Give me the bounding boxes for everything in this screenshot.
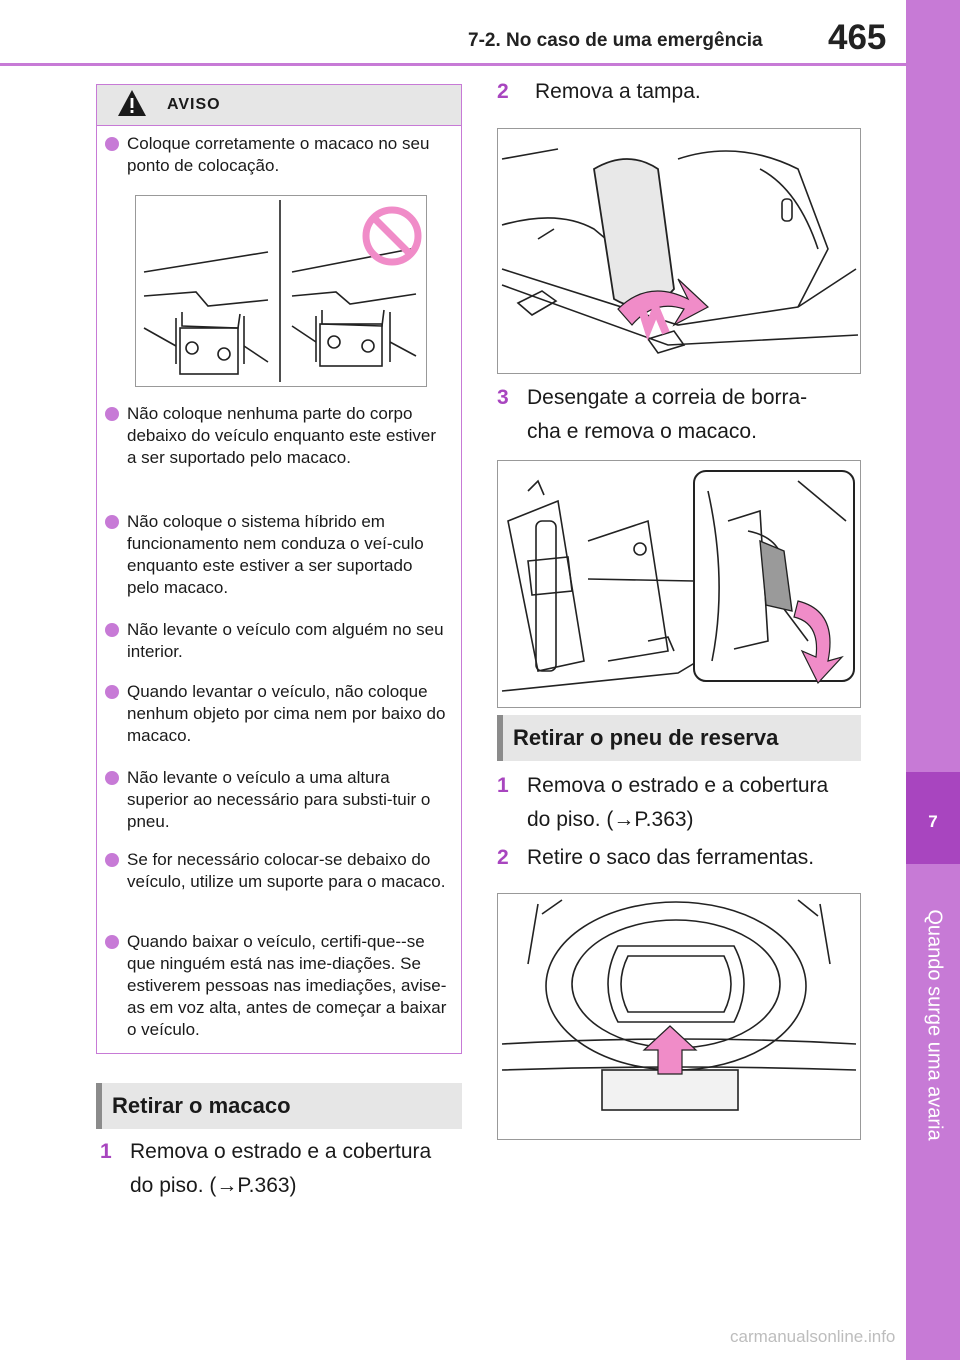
warning-bullet: Não coloque nenhuma parte do corpo debaixo do veículo enquanto este estiver a ser suportado pelo macaco.: [105, 403, 449, 469]
page-header: [0, 0, 906, 66]
warning-bullet: Não levante o veículo a uma altura superior ao necessário para substi-tuir o pneu.: [105, 767, 449, 833]
chapter-side-tab: [906, 0, 960, 1360]
bullet-dot-icon: [105, 407, 119, 421]
bullet-dot-icon: [105, 685, 119, 699]
warning-header: [97, 85, 461, 126]
warning-bullet: Quando levantar o veículo, não coloque nenhum objeto por cima nem por baixo do macaco.: [105, 681, 449, 747]
section-heading-jack: Retirar o macaco: [96, 1083, 462, 1129]
page-number: 465: [828, 18, 887, 57]
prohibited-icon: [366, 210, 418, 262]
section-title: 7-2. No caso de uma emergência: [468, 30, 763, 51]
warning-bullet: Não coloque o sistema híbrido em funcionamento nem conduza o veí-culo enquanto este estiver a ser suportado pelo macaco.: [105, 511, 449, 599]
warning-bullet: Quando baixar o veículo, certifi-que--se que ninguém está nas ime-diações. Se estiverem pessoas nas imediações, avise-as em voz alta, antes de começar a baixar o veículo.: [105, 931, 449, 1041]
cover-removal-drawing: [498, 129, 860, 373]
chapter-label: Quando surge uma avaria: [923, 909, 946, 1141]
warning-title: AVISO: [167, 96, 221, 113]
bullet-dot-icon: [105, 853, 119, 867]
warning-bullet: Se for necessário colocar-se debaixo do veículo, utilize um suporte para o macaco.: [105, 849, 449, 893]
warning-bullet: Coloque corretamente o macaco no seu ponto de colocação.: [105, 133, 449, 177]
bullet-dot-icon: [105, 515, 119, 529]
warning-box: [96, 84, 462, 1054]
tool-bag-drawing: [498, 894, 860, 1139]
tool-bag-illustration: [497, 893, 861, 1140]
bullet-dot-icon: [105, 623, 119, 637]
warning-triangle-icon: [117, 89, 147, 117]
cover-removal-illustration: [497, 128, 861, 374]
jack-strap-drawing: [498, 461, 860, 707]
chapter-number: 7: [928, 812, 938, 831]
watermark: carmanualsonline.info: [730, 1327, 896, 1346]
jack-strap-illustration: [497, 460, 861, 708]
jack-placement-illustration: [135, 195, 427, 387]
header-rule: [0, 63, 906, 66]
warning-bullet: Não levante o veículo com alguém no seu interior.: [105, 619, 449, 663]
section-heading-spare-tire: Retirar o pneu de reserva: [497, 715, 861, 761]
jack-placement-drawing: [136, 196, 426, 386]
bullet-dot-icon: [105, 137, 119, 151]
bullet-dot-icon: [105, 771, 119, 785]
bullet-dot-icon: [105, 935, 119, 949]
